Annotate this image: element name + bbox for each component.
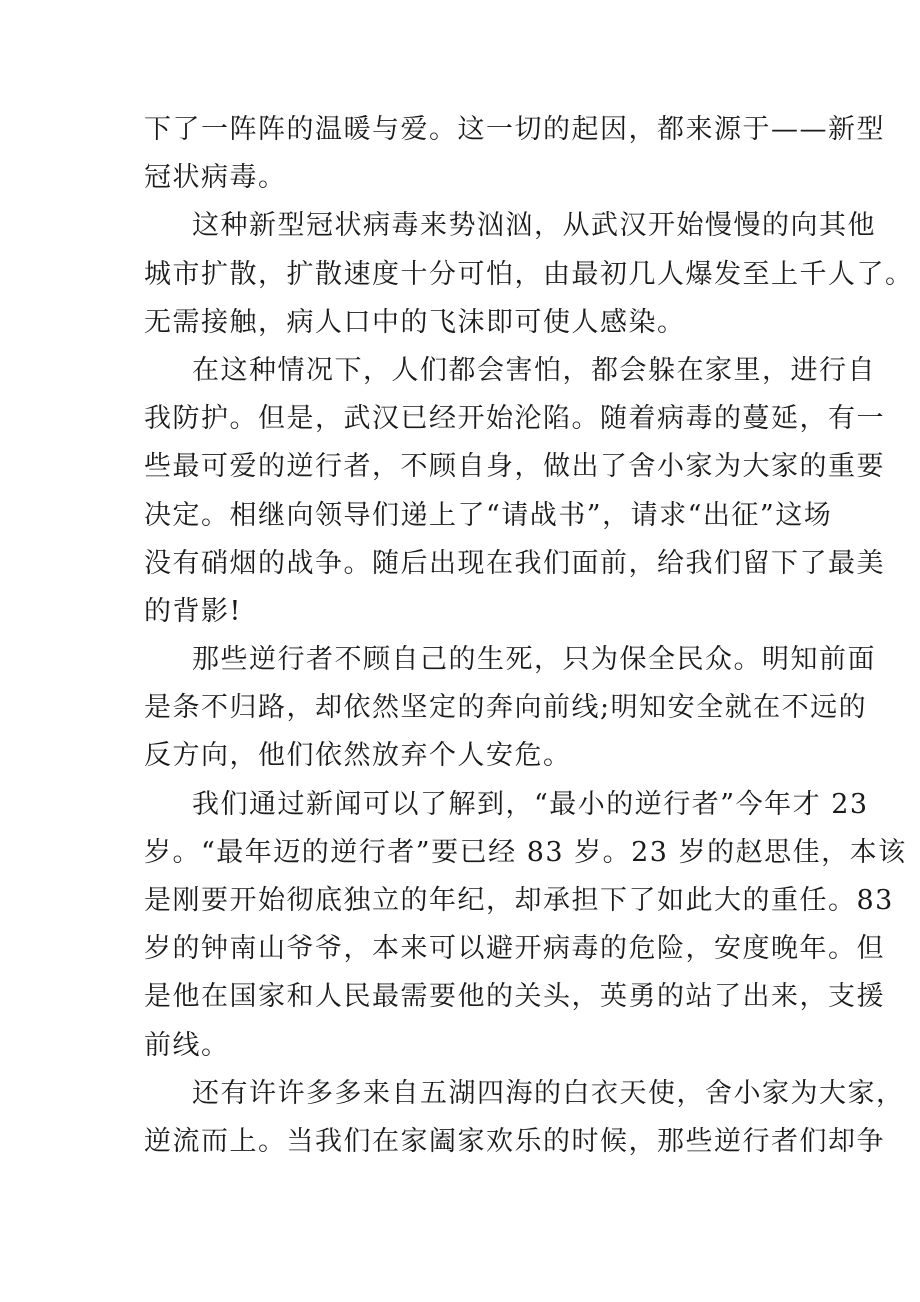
text-line: 的背影! <box>144 595 242 627</box>
text-line: 岁。“最年迈的逆行者”要已经 83 岁。23 岁的赵思佳，本该 <box>144 836 907 868</box>
text-line: 这种新型冠状病毒来势汹汹，从武汉开始慢慢的向其他 <box>192 210 876 242</box>
text-line: 决定。相继向领导们递上了“请战书”，请求“出征”这场 <box>144 499 833 531</box>
text-line: 反方向，他们依然放弃个人安危。 <box>144 740 572 772</box>
text-line: 下了一阵阵的温暖与爱。这一切的起因，都来源于——新型 <box>144 114 885 145</box>
text-line: 无需接触，病人口中的飞沫即可使人感染。 <box>144 306 686 338</box>
text-line: 岁的钟南山爷爷，本来可以避开病毒的危险，安度晚年。但 <box>144 933 885 965</box>
text-line: 逆流而上。当我们在家阖家欢乐的时候，那些逆行者们却争 <box>144 1125 885 1157</box>
text-line: 还有许许多多来自五湖四海的白衣天使，舍小家为大家， <box>192 1077 905 1109</box>
text-line: 冠状病毒。 <box>144 162 287 194</box>
document-body <box>144 106 914 1166</box>
text-line: 些最可爱的逆行者，不顾自身，做出了舍小家为大家的重要 <box>144 451 885 483</box>
text-line: 我们通过新闻可以了解到，“最小的逆行者”今年才 23 <box>192 788 869 820</box>
text-line: 城市扩散，扩散速度十分可怕，由最初几人爆发至上千人了。 <box>144 258 914 290</box>
text-line: 那些逆行者不顾自己的生死，只为保全民众。明知前面 <box>192 644 876 676</box>
text-line: 我防护。但是，武汉已经开始沦陷。随着病毒的蔓延，有一 <box>144 403 885 435</box>
text-line: 是刚要开始彻底独立的年纪，却承担下了如此大的重任。83 <box>144 885 894 916</box>
text-line: 在这种情况下，人们都会害怕，都会躲在家里，进行自 <box>192 354 876 386</box>
text-line: 是条不归路，却依然坚定的奔向前线;明知安全就在不远的 <box>144 692 868 724</box>
text-line: 前线。 <box>144 1029 230 1061</box>
text-line: 没有硝烟的战争。随后出现在我们面前，给我们留下了最美 <box>144 547 885 579</box>
text-line: 是他在国家和人民最需要他的关头，英勇的站了出来，支援 <box>144 981 885 1013</box>
